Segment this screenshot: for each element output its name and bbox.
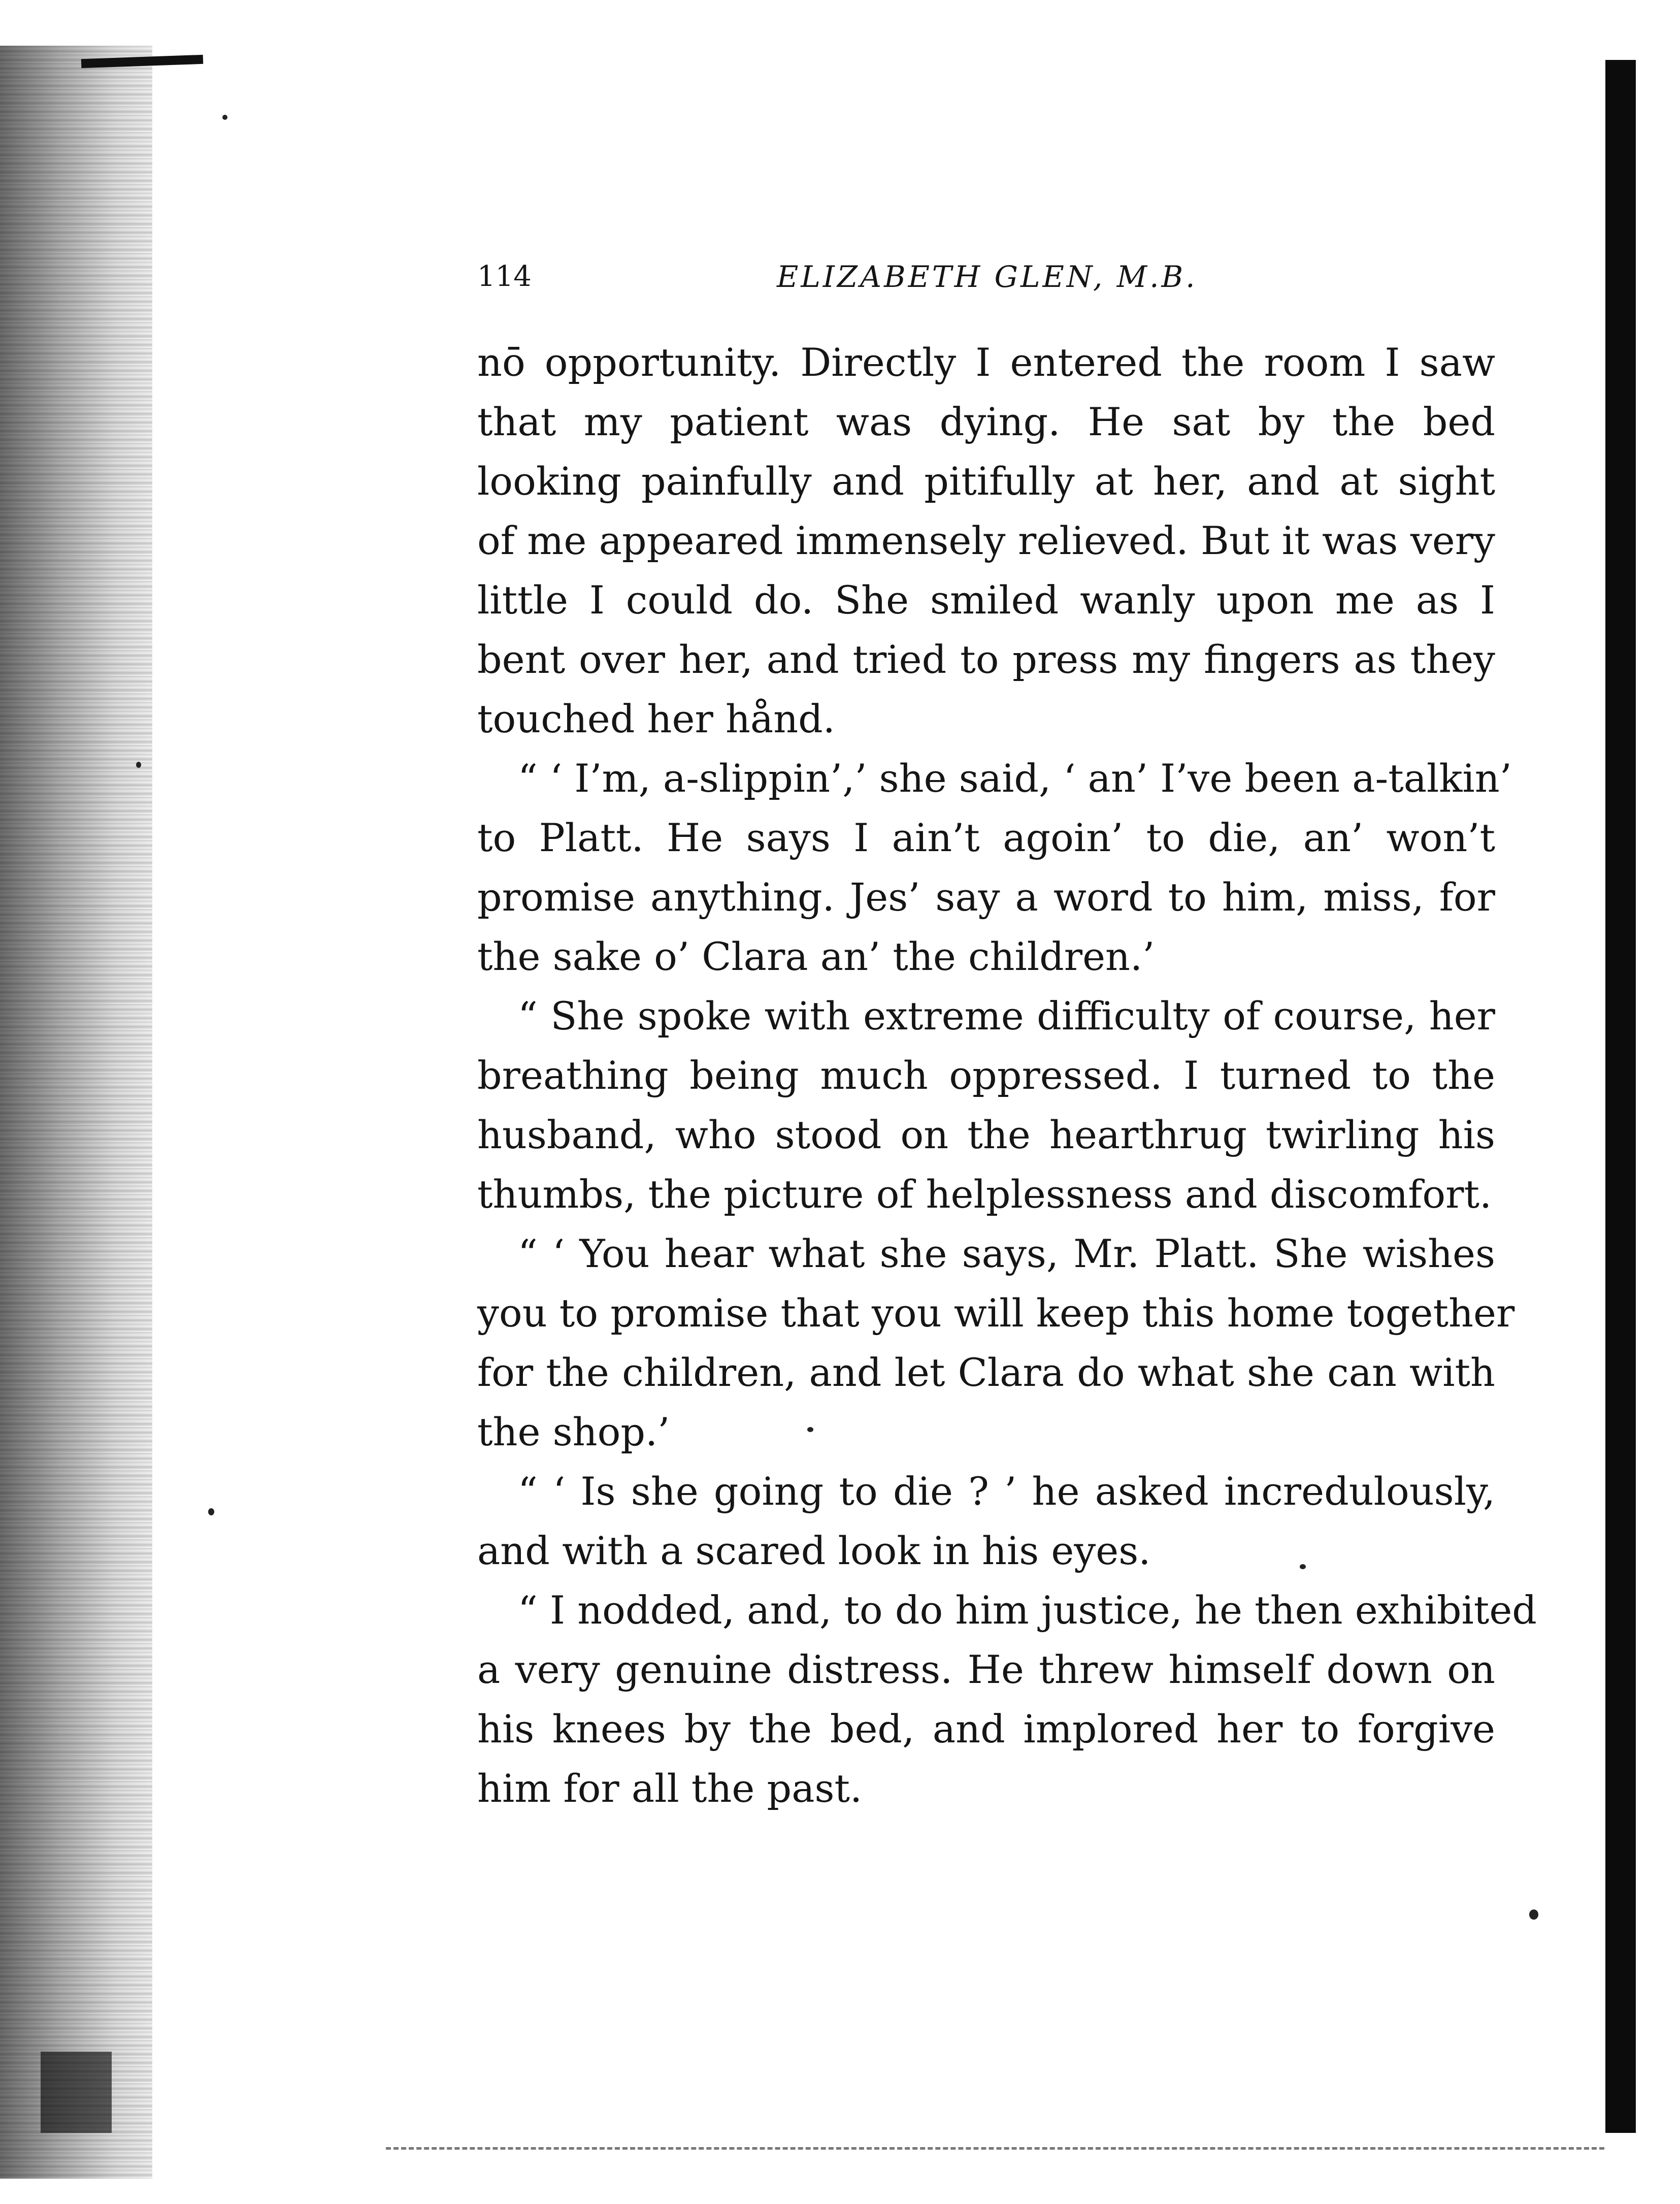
text-line: a very genuine distress. He threw himself down on bbox=[477, 1647, 1495, 1692]
text-line: “ I nodded, and, to do him justice, he then exhibited bbox=[518, 1587, 1537, 1633]
text-line: “ ‘ You hear what she says, Mr. Platt. She wishes bbox=[518, 1231, 1495, 1276]
text-line: husband, who stood on the hearthrug twirling his bbox=[477, 1112, 1495, 1157]
text-line: “ ‘ Is she going to die ? ’ he asked incredulously, bbox=[518, 1469, 1495, 1514]
paragraph bbox=[477, 986, 1495, 1224]
text-line: of me appeared immensely relieved. But it was very bbox=[477, 518, 1495, 563]
text-line: looking painfully and pitifully at her, and at sight bbox=[477, 459, 1495, 504]
text-line: his knees by the bed, and implored her to forgive bbox=[477, 1706, 1495, 1752]
text-line: to Platt. He says I ain’t agoin’ to die, an’ won’t bbox=[477, 815, 1495, 860]
text-line: thumbs, the picture of helplessness and discomfort. bbox=[477, 1172, 1492, 1217]
speck bbox=[222, 115, 227, 120]
binding-gutter-shadow bbox=[0, 46, 152, 2179]
text-line: him for all the past. bbox=[477, 1766, 863, 1811]
running-head bbox=[477, 254, 1513, 300]
paragraph bbox=[477, 1462, 1495, 1580]
paragraph bbox=[477, 333, 1495, 749]
body-text bbox=[477, 333, 1537, 1818]
text-line: and with a scared look in his eyes. bbox=[477, 1528, 1151, 1573]
page-number: 114 bbox=[477, 260, 532, 293]
text-line: touched her hånd. bbox=[477, 696, 835, 741]
text-line: you to promise that you will keep this home together bbox=[477, 1290, 1515, 1336]
speck bbox=[136, 762, 141, 768]
text-line: the shop.’ bbox=[477, 1409, 670, 1454]
paragraph bbox=[477, 1580, 1537, 1818]
speck bbox=[1529, 1909, 1538, 1920]
text-line: breathing being much oppressed. I turned to the bbox=[477, 1053, 1495, 1098]
text-line: nō opportunity. Directly I entered the room I saw bbox=[477, 340, 1495, 385]
scan-dust-line bbox=[386, 2147, 1604, 2150]
speck bbox=[208, 1508, 214, 1515]
scan-mark bbox=[41, 2052, 112, 2133]
text-line: that my patient was dying. He sat by the bed bbox=[477, 399, 1495, 444]
text-line: little I could do. She smiled wanly upon me as I bbox=[477, 577, 1495, 623]
text-line: promise anything. Jes’ say a word to him, miss, for bbox=[477, 874, 1495, 920]
text-line: for the children, and let Clara do what she can with bbox=[477, 1350, 1495, 1395]
page-edge-shadow bbox=[1605, 60, 1636, 2133]
text-line: bent over her, and tried to press my fingers as they bbox=[477, 637, 1495, 682]
text-line: the sake o’ Clara an’ the children.’ bbox=[477, 934, 1155, 979]
paragraph bbox=[477, 749, 1512, 986]
text-line: “ ‘ I’m, a-slippin’,’ she said, ‘ an’ I’ve been a-talkin’ bbox=[518, 756, 1512, 801]
text-line: “ She spoke with extreme difficulty of course, her bbox=[518, 993, 1495, 1039]
running-title: ELIZABETH GLEN, M.B. bbox=[777, 260, 1198, 294]
paragraph bbox=[477, 1224, 1515, 1462]
